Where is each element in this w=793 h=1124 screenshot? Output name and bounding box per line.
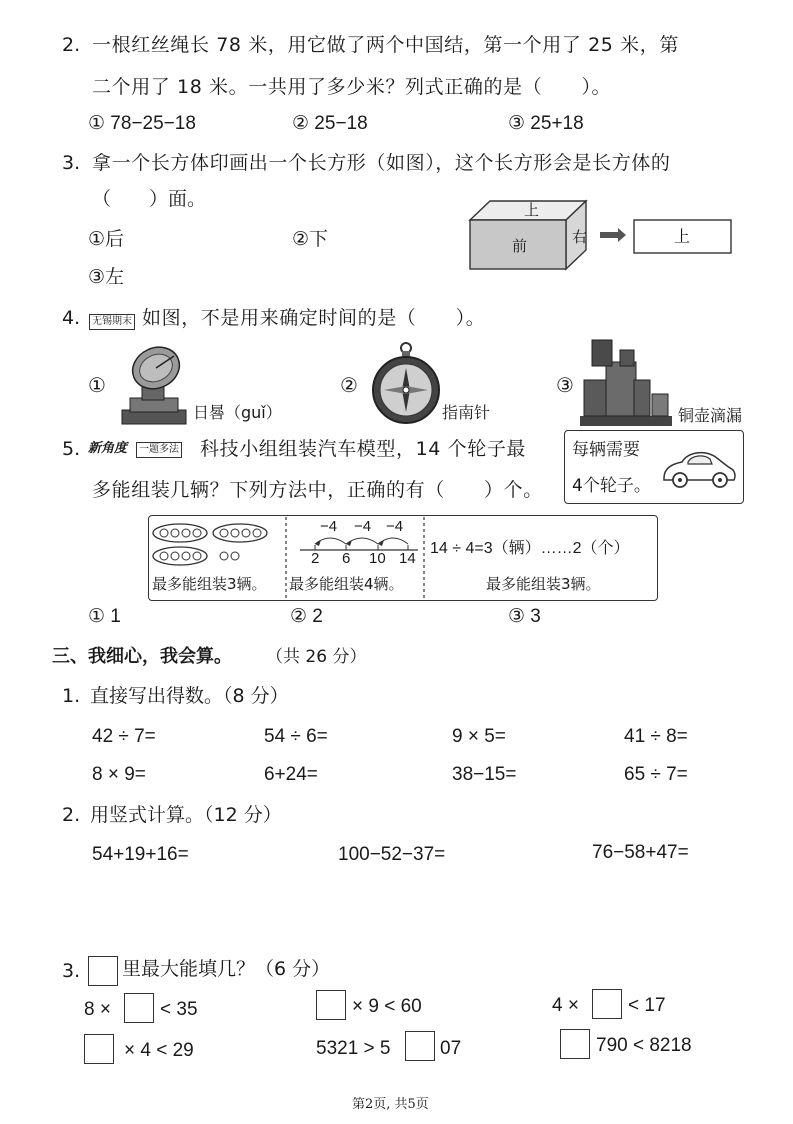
p3a-prefix: 8 × [84,999,111,1020]
p3c-suffix: < 17 [628,995,666,1016]
printed-rectangle-label: 上 [674,227,691,246]
p2-item-2: 100−52−37= [338,844,446,865]
p1-item-8: 65 ÷ 7= [624,764,688,785]
q5-method2-result: 最多能组装4辆。 [289,575,404,593]
p3d-suffix: × 4 < 29 [124,1040,194,1061]
q5-method1-circles [152,522,284,568]
q2-option-2[interactable]: ② 25−18 [292,113,368,134]
q3-text-line1: 拿一个长方体印画出一个长方形（如图），这个长方形会是长方体的 [92,152,671,174]
p1-item-1: 42 ÷ 7= [92,726,156,747]
cuboid-top-label: 上 [524,201,540,219]
water-clock-caption: 铜壶滴漏 [678,406,743,425]
q3-number: 3. [62,152,81,174]
q3-option-3[interactable]: ③左 [88,266,125,288]
q4-source-tag: 无锡期末 [89,314,135,330]
p3e-answer-box[interactable] [405,1031,435,1061]
q5-method3-result: 最多能组装3辆。 [486,575,601,593]
q5-hint-line1: 每辆需要 [572,440,640,460]
q5-hint-line2: 4个轮子。 [572,476,651,496]
q2-number: 2. [62,34,81,56]
p3d-answer-box[interactable] [84,1034,114,1064]
q4-option-2[interactable]: ② [340,373,358,397]
q5-number: 5. [62,438,81,460]
q5-step-2: −4 [354,518,372,535]
p3c-answer-box[interactable] [592,989,622,1019]
p3a-suffix: < 35 [160,999,198,1020]
q5-line-num-1: 2 [311,550,320,567]
p1-item-3: 9 × 5= [452,726,506,747]
section3-title: 三、我细心，我会算。 [52,646,232,667]
q5-text-line1: 科技小组组装汽车模型，14 个轮子最 [200,438,527,460]
p3b-suffix: × 9 < 60 [352,996,422,1017]
q5-method3-formula: 14 ÷ 4=3（辆）……2（个） [430,540,630,557]
q5-line-num-4: 14 [399,550,416,567]
q4-option-1[interactable]: ① [88,373,106,397]
q4-text: 如图，不是用来确定时间的是（ ）。 [142,307,486,329]
p3c-prefix: 4 × [552,995,579,1016]
p3e-suffix: 07 [440,1038,462,1059]
p2-number: 2. [62,804,81,826]
q3-text-line2: （ ）面。 [92,188,207,210]
car-icon [660,446,738,492]
p1-item-6: 6+24= [264,764,318,785]
p1-item-2: 54 ÷ 6= [264,726,328,747]
q2-text-line1: 一根红丝绳长 78 米，用它做了两个中国结，第一个用了 25 米，第 [92,34,679,56]
p2-text: 用竖式计算。（12 分） [90,804,282,826]
p1-item-5: 8 × 9= [92,764,146,785]
q5-option-1[interactable]: ① 1 [88,606,121,627]
q3-option-1[interactable]: ①后 [88,228,125,250]
page-footer: 第2页, 共5页 [352,1097,429,1112]
q3-option-2[interactable]: ②下 [292,228,329,250]
p3-number: 3. [62,960,81,982]
p3a-answer-box[interactable] [124,993,154,1023]
q5-text-line2: 多能组装几辆？下列方法中，正确的有（ ）个。 [92,479,543,501]
q2-option-3[interactable]: ③ 25+18 [508,113,584,134]
cuboid-right-label: 右 [572,228,588,246]
p1-item-7: 38−15= [452,764,517,785]
q5-step-1: −4 [320,518,338,535]
water-clock-image [580,340,672,426]
p1-number: 1. [62,685,81,707]
compass-image [372,342,442,426]
sundial-image [118,344,190,428]
p3e-prefix: 5321 > 5 [316,1038,391,1059]
cuboid-figure [468,198,738,273]
q5-method1-result: 最多能组装3辆。 [152,575,267,593]
p1-text: 直接写出得数。（8 分） [90,685,289,707]
q5-option-3[interactable]: ③ 3 [508,606,541,627]
q2-text-line2: 二个用了 18 米。一共用了多少米？列式正确的是（ ）。 [92,76,612,98]
p3f-suffix: 790 < 8218 [596,1035,692,1056]
p2-item-1: 54+19+16= [92,844,189,865]
q5-line-num-2: 6 [342,550,351,567]
q4-option-3[interactable]: ③ [556,373,574,397]
q5-option-2[interactable]: ② 2 [290,606,323,627]
q4-number: 4. [62,307,81,329]
p3f-answer-box[interactable] [560,1029,590,1059]
q5-step-3: −4 [386,518,404,535]
compass-caption: 指南针 [442,403,491,422]
q2-option-1[interactable]: ① 78−25−18 [88,113,196,134]
p1-item-4: 41 ÷ 8= [624,726,688,747]
q5-tag-new-angle: 新角度 [88,441,128,456]
section3-score: （共 26 分） [266,647,367,667]
p3-sample-box [88,956,118,986]
sundial-caption: 日晷（guǐ） [193,403,282,422]
p3b-answer-box[interactable] [316,990,346,1020]
p3-text: 里最大能填几？（6 分） [122,958,331,980]
p2-item-3: 76−58+47= [592,842,689,863]
q5-line-num-3: 10 [369,550,386,567]
q5-tag-multi-method: 一题多法 [136,442,182,458]
cuboid-front-label: 前 [512,237,528,255]
